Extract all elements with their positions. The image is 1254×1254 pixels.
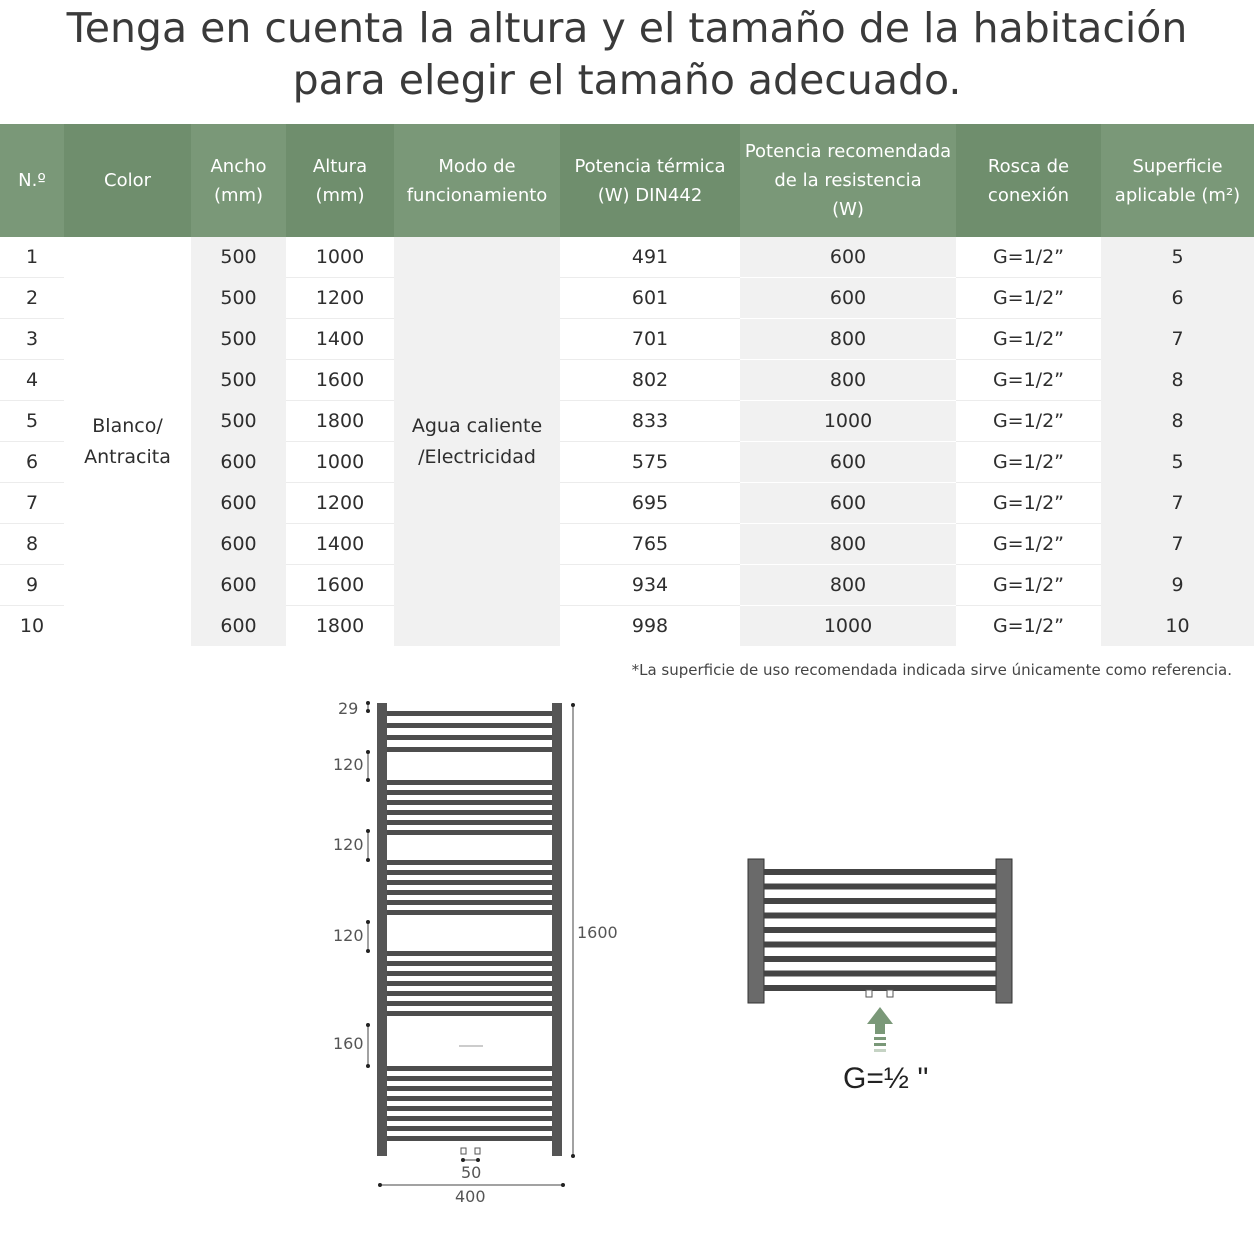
cell-thermal-power: 601 <box>560 278 740 319</box>
cell-number: 1 <box>0 237 64 278</box>
cell-thermal-power: 998 <box>631 615 669 637</box>
cell-thermal-power: 802 <box>560 360 740 401</box>
top-view-bar <box>764 942 996 948</box>
crossbar <box>387 961 552 966</box>
crossbar <box>387 1136 552 1141</box>
cell-number: 8 <box>0 524 64 565</box>
top-view-bar <box>764 971 996 977</box>
cell-height: 1000 <box>286 237 394 278</box>
top-view-bar <box>764 927 996 933</box>
crossbar <box>387 810 552 815</box>
column-header-line: Potencia térmica <box>574 155 726 177</box>
crossbar <box>387 1086 552 1091</box>
dim-width-end-dot <box>561 1183 565 1187</box>
crossbar <box>387 860 552 865</box>
cell-thermal-power: 765 <box>560 524 740 565</box>
cell-number: 5 <box>0 401 64 442</box>
dim-gap-2: 120 <box>333 835 364 854</box>
cell-width: 600 <box>191 442 286 483</box>
crossbar <box>387 900 552 905</box>
column-header-line: Modo de <box>438 155 516 177</box>
cell-thread: G=1/2” <box>956 401 1101 442</box>
cell-surface: 5 <box>1101 237 1254 278</box>
cell-number: 3 <box>0 319 64 360</box>
column-header-line: Ancho <box>210 155 267 177</box>
crossbar <box>387 880 552 885</box>
cell-thread: G=1/2” <box>992 615 1065 637</box>
cell-color-line: Blanco/ <box>92 414 163 437</box>
column-header-line: (W) <box>832 199 864 220</box>
arrow-dash <box>874 1037 886 1040</box>
top-view-bar <box>764 898 996 904</box>
crossbar <box>387 910 552 915</box>
crossbar <box>387 735 552 740</box>
column-header-line: de la resistencia <box>774 170 922 191</box>
reference-note: *La superficie de uso recomendada indicada sirve únicamente como referencia. <box>631 661 1232 679</box>
dim-width-start-dot <box>378 1183 382 1187</box>
column-header-line: Rosca de <box>987 155 1070 177</box>
cell-number: 2 <box>0 278 64 319</box>
cell-width: 500 <box>191 401 286 442</box>
column-header-line: (mm) <box>213 184 264 206</box>
cell-surface: 10 <box>1101 606 1254 647</box>
crossbar <box>387 1096 552 1101</box>
column-header-line: conexión <box>987 184 1070 206</box>
cell-number: 9 <box>0 565 64 606</box>
cell-thread: G=1/2” <box>956 360 1101 401</box>
cell-thread: G=1/2” <box>956 483 1101 524</box>
cell-width: 600 <box>191 483 286 524</box>
crossbar <box>387 830 552 835</box>
dim-gap-3-end-dot <box>366 949 370 953</box>
crossbar <box>387 1126 552 1131</box>
dim-gap-1-end-dot <box>366 778 370 782</box>
cell-resistance-power: 600 <box>740 483 956 524</box>
right-end-cap <box>996 859 1012 1003</box>
cell-height: 1400 <box>286 319 394 360</box>
crossbar <box>387 723 552 728</box>
outlet-pipe <box>475 1148 480 1154</box>
cell-height: 1400 <box>286 524 394 565</box>
arrow-dash <box>874 1049 886 1052</box>
cell-surface: 7 <box>1101 524 1254 565</box>
title-line-2: para elegir el tamaño adecuado. <box>292 56 962 104</box>
crossbar <box>387 981 552 986</box>
dim-top-end-dot <box>366 709 370 713</box>
cell-resistance-power: 600 <box>740 442 956 483</box>
cell-height: 1800 <box>315 615 365 637</box>
crossbar <box>387 1066 552 1071</box>
cell-height: 1600 <box>286 565 394 606</box>
top-view-bar <box>764 985 996 991</box>
crossbar <box>387 1001 552 1006</box>
left-upright <box>377 703 387 1156</box>
title-line-1: Tenga en cuenta la altura y el tamaño de la habitación <box>66 4 1188 52</box>
dim-top: 29 <box>338 699 359 718</box>
cell-resistance-power: 1000 <box>740 606 956 647</box>
inlet-arrow-icon <box>867 1007 893 1034</box>
connection-thread-label: G=½ '' <box>843 1062 929 1095</box>
front-view-drawing <box>377 703 562 1156</box>
crossbar <box>387 820 552 825</box>
cell-number: 10 <box>19 615 45 637</box>
crossbar <box>387 971 552 976</box>
dim-gap-2-end-dot <box>366 858 370 862</box>
cell-width: 500 <box>191 237 286 278</box>
top-view-bar <box>764 869 996 875</box>
cell-thread: G=1/2” <box>956 524 1101 565</box>
cell-height: 1200 <box>286 278 394 319</box>
cell-resistance-power: 1000 <box>740 401 956 442</box>
dim-gap-2-start-dot <box>366 829 370 833</box>
cell-surface: 8 <box>1101 360 1254 401</box>
cell-thermal-power: 575 <box>560 442 740 483</box>
cell-thermal-power: 833 <box>560 401 740 442</box>
dim-pipe-spacing-end-dot <box>476 1158 480 1162</box>
column-header-line: Superficie <box>1132 155 1223 177</box>
crossbar <box>387 790 552 795</box>
cell-height: 1000 <box>286 442 394 483</box>
cell-resistance-power: 800 <box>740 524 956 565</box>
cell-width: 600 <box>191 524 286 565</box>
cell-thread: G=1/2” <box>956 442 1101 483</box>
cell-thermal-power: 695 <box>560 483 740 524</box>
cell-mode-line: Agua caliente <box>411 414 543 437</box>
dim-height-end-dot <box>571 1154 575 1158</box>
dim-pipe-spacing-start-dot <box>461 1158 465 1162</box>
cell-thread: G=1/2” <box>956 278 1101 319</box>
crossbar <box>387 870 552 875</box>
cell-height: 1600 <box>286 360 394 401</box>
left-end-cap <box>748 859 764 1003</box>
top-view-bar <box>764 884 996 890</box>
crossbar <box>387 1076 552 1081</box>
cell-resistance-power: 600 <box>740 237 956 278</box>
connector-left <box>866 990 872 997</box>
cell-height: 1800 <box>286 401 394 442</box>
column-header-line: aplicable (m²) <box>1114 184 1241 206</box>
cell-thread: G=1/2” <box>956 237 1101 278</box>
column-header-line: Potencia recomendada <box>744 141 952 162</box>
cell-surface: 7 <box>1101 319 1254 360</box>
cell-color-line: Antracita <box>84 445 171 468</box>
dim-height-start-dot <box>571 703 575 707</box>
dim-width: 400 <box>455 1187 486 1206</box>
cell-width: 500 <box>191 319 286 360</box>
cell-height: 1200 <box>286 483 394 524</box>
cell-surface: 5 <box>1101 442 1254 483</box>
dim-gap-4-end-dot <box>366 1064 370 1068</box>
dim-pipe-spacing: 50 <box>461 1163 482 1182</box>
crossbar <box>387 1106 552 1111</box>
inlet-pipe <box>461 1148 466 1154</box>
column-header-line: Altura <box>312 155 368 177</box>
cell-thermal-power: 701 <box>560 319 740 360</box>
dimension-lines <box>366 701 575 1187</box>
column-header-line: funcionamiento <box>406 184 548 206</box>
top-view-bar <box>764 913 996 919</box>
cell-thread: G=1/2” <box>956 319 1101 360</box>
dim-gap-4: 160 <box>333 1034 364 1053</box>
connector-right <box>887 990 893 997</box>
dim-gap-3-start-dot <box>366 920 370 924</box>
crossbar <box>387 780 552 785</box>
cell-thermal-power: 491 <box>560 237 740 278</box>
center-mark <box>459 1045 483 1047</box>
cell-width: 600 <box>191 565 286 606</box>
cell-number: 7 <box>0 483 64 524</box>
cell-resistance-power: 800 <box>740 565 956 606</box>
crossbar <box>387 747 552 752</box>
dim-top-start-dot <box>366 701 370 705</box>
cell-resistance-power: 600 <box>740 278 956 319</box>
crossbar <box>387 991 552 996</box>
cell-number: 6 <box>0 442 64 483</box>
top-view-bar <box>764 956 996 962</box>
cell-width: 600 <box>191 606 286 647</box>
top-view-drawing <box>748 859 1012 1052</box>
cell-resistance-power: 800 <box>740 360 956 401</box>
cell-surface: 7 <box>1101 483 1254 524</box>
crossbar <box>387 1011 552 1016</box>
column-header-line: Color <box>104 170 151 191</box>
cell-number: 4 <box>0 360 64 401</box>
column-header-line: (W) DIN442 <box>597 184 703 206</box>
dim-height: 1600 <box>577 923 618 942</box>
cell-resistance-power: 800 <box>740 319 956 360</box>
dim-gap-3: 120 <box>333 926 364 945</box>
dim-gap-4-start-dot <box>366 1023 370 1027</box>
dim-gap-1: 120 <box>333 755 364 774</box>
column-header-line: N.º <box>18 170 46 191</box>
arrow-dash <box>874 1043 886 1046</box>
cell-width: 500 <box>191 278 286 319</box>
cell-surface: 6 <box>1101 278 1254 319</box>
cell-mode-line: /Electricidad <box>418 445 536 468</box>
cell-width: 500 <box>191 360 286 401</box>
crossbar <box>387 951 552 956</box>
cell-surface: 9 <box>1101 565 1254 606</box>
column-header-line: (mm) <box>315 184 365 206</box>
right-upright <box>552 703 562 1156</box>
crossbar <box>387 1116 552 1121</box>
crossbar <box>387 890 552 895</box>
cell-surface: 8 <box>1101 401 1254 442</box>
crossbar <box>387 711 552 716</box>
cell-thread: G=1/2” <box>956 565 1101 606</box>
dim-gap-1-start-dot <box>366 750 370 754</box>
cell-thermal-power: 934 <box>560 565 740 606</box>
crossbar <box>387 800 552 805</box>
